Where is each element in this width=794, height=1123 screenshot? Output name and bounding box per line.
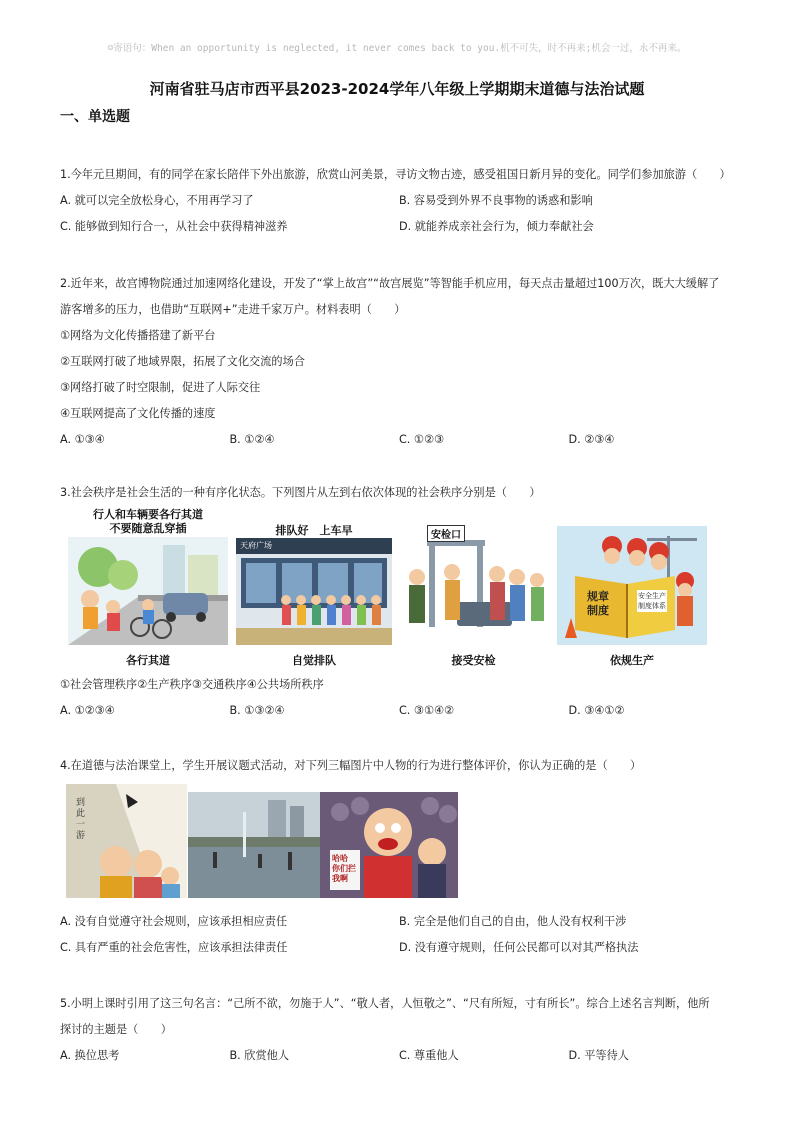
question-3 (60, 480, 738, 506)
question-5-stem-line-1: 5.小明上课时引用了这三句名言：“己所不欲，勿施于人”、“敬人者，人恒敬之”、“尺有所短，寸有所长”。综合上述名言判断，他所 (60, 997, 710, 1010)
question-1-options (60, 188, 738, 240)
option-a[interactable]: A. ①②③④ (60, 704, 115, 717)
question-2-options (60, 427, 738, 453)
option-b[interactable]: B. 完全是他们自己的自由，他人没有权利干涉 (399, 915, 627, 928)
option-c[interactable]: C. 尊重他人 (399, 1049, 459, 1062)
question-5 (60, 991, 738, 1069)
station-sign: 天府广场 (240, 541, 272, 550)
question-3-options (60, 698, 738, 724)
option-b[interactable]: B. 容易受到外界不良事物的诱惑和影响 (399, 194, 593, 207)
question-1-stem: 1.今年元旦期间，有的同学在家长陪伴下外出旅游，欣赏山河美景，寻访文物古迹，感受祖国日新月异的变化。同学们参加旅游（ ） (60, 168, 731, 181)
option-b[interactable]: B. ①③②④ (229, 704, 285, 717)
statement-3: ③网络打破了时空限制，促进了人际交往 (60, 381, 261, 394)
statement-4: ④互联网提高了文化传播的速度 (60, 407, 216, 420)
question-4-stem: 4.在道德与法治课堂上，学生开展议题式活动，对下列三幅图片中人物的行为进行整体评价，你认为正确的是（ ） (60, 759, 642, 772)
caption-4: 依规生产 (610, 654, 654, 667)
question-3-items: ①社会管理秩序②生产秩序③交通秩序④公共场所秩序 (60, 678, 324, 691)
crowd-cartoon (320, 792, 458, 898)
graffiti-text: 到此一游 (76, 798, 86, 841)
queue-illustration (236, 538, 392, 645)
option-a[interactable]: A. 就可以完全放松身心，不用再学习了 (60, 194, 254, 207)
option-d[interactable]: D. 平等待人 (568, 1049, 629, 1062)
question-5-stem-line-2: 探讨的主题是（ ） (60, 1023, 172, 1036)
safety-production-illustration (557, 526, 707, 645)
question-4-options (60, 909, 738, 961)
book-left-text: 规章 制度 (587, 590, 609, 617)
statement-1: ①网络为文化传播搭建了新平台 (60, 329, 216, 342)
security-sign: 安检口 (427, 525, 465, 542)
option-c[interactable]: C. 具有严重的社会危害性，应该承担法律责任 (60, 941, 288, 954)
question-3-answers (60, 672, 738, 724)
question-2-stem-line-1: 2.近年来，故宫博物院通过加速网络化建设，开发了“掌上故宫”“故宫展览”等智能手机应用，每天点击量超过100万次，既大大缓解了 (60, 277, 720, 290)
caption-2: 自觉排队 (292, 654, 336, 667)
option-b[interactable]: B. 欣赏他人 (229, 1049, 290, 1062)
option-d[interactable]: D. ③④①② (568, 704, 625, 717)
motto-header: ☺寄语句：When an opportunity is neglected, it never comes back to you.机不可失，时不再来;机会一过，永不再来。 (107, 43, 687, 54)
graffiti-illustration (66, 784, 187, 898)
question-2 (60, 271, 738, 453)
question-4 (60, 753, 738, 779)
option-d[interactable]: D. 就能养成亲社会行为，倾力奉献社会 (399, 220, 594, 233)
page-title: 河南省驻马店市西平县2023-2024学年八年级上学期期末道德与法治试题 (149, 80, 645, 98)
option-c[interactable]: C. 能够做到知行合一，从社会中获得精神滋养 (60, 220, 288, 233)
caption-1: 各行其道 (126, 654, 170, 667)
fountain-photo (188, 792, 320, 898)
book-right-text: 安全生产 制度体系 (638, 592, 666, 610)
security-check-illustration (397, 522, 550, 645)
question-1 (60, 162, 738, 240)
option-a[interactable]: A. 换位思考 (60, 1049, 120, 1062)
crowd-speech-text: 哈哈 你们拦我啊 (332, 854, 356, 883)
section-heading: 一、单选题 (60, 109, 130, 125)
option-d[interactable]: D. 没有遵守规则，任何公民都可以对其严格执法 (399, 941, 639, 954)
option-a[interactable]: A. ①③④ (60, 433, 105, 446)
traffic-illustration (68, 537, 228, 645)
option-c[interactable]: C. ③①④② (399, 704, 455, 717)
pic2-title: 排队好 上车早 (275, 524, 353, 537)
question-3-stem: 3.社会秩序是社会生活的一种有序化状态。下列图片从左到右依次体现的社会秩序分别是（ ） (60, 486, 541, 499)
caption-3: 接受安检 (451, 654, 496, 667)
option-b[interactable]: B. ①②④ (229, 433, 275, 446)
question-2-stem-line-2: 游客增多的压力，也借助“互联网+”走进千家万户。材料表明（ ） (60, 303, 406, 316)
option-a[interactable]: A. 没有自觉遵守社会规则，应该承担相应责任 (60, 915, 288, 928)
pic1-title: 行人和车辆要各行其道 不要随意乱穿插 (93, 508, 203, 535)
statement-2: ②互联网打破了地域界限，拓展了文化交流的场合 (60, 355, 305, 368)
question-5-options (60, 1043, 738, 1069)
question-4-answers (60, 909, 738, 961)
option-c[interactable]: C. ①②③ (399, 433, 445, 446)
option-d[interactable]: D. ②③④ (568, 433, 615, 446)
